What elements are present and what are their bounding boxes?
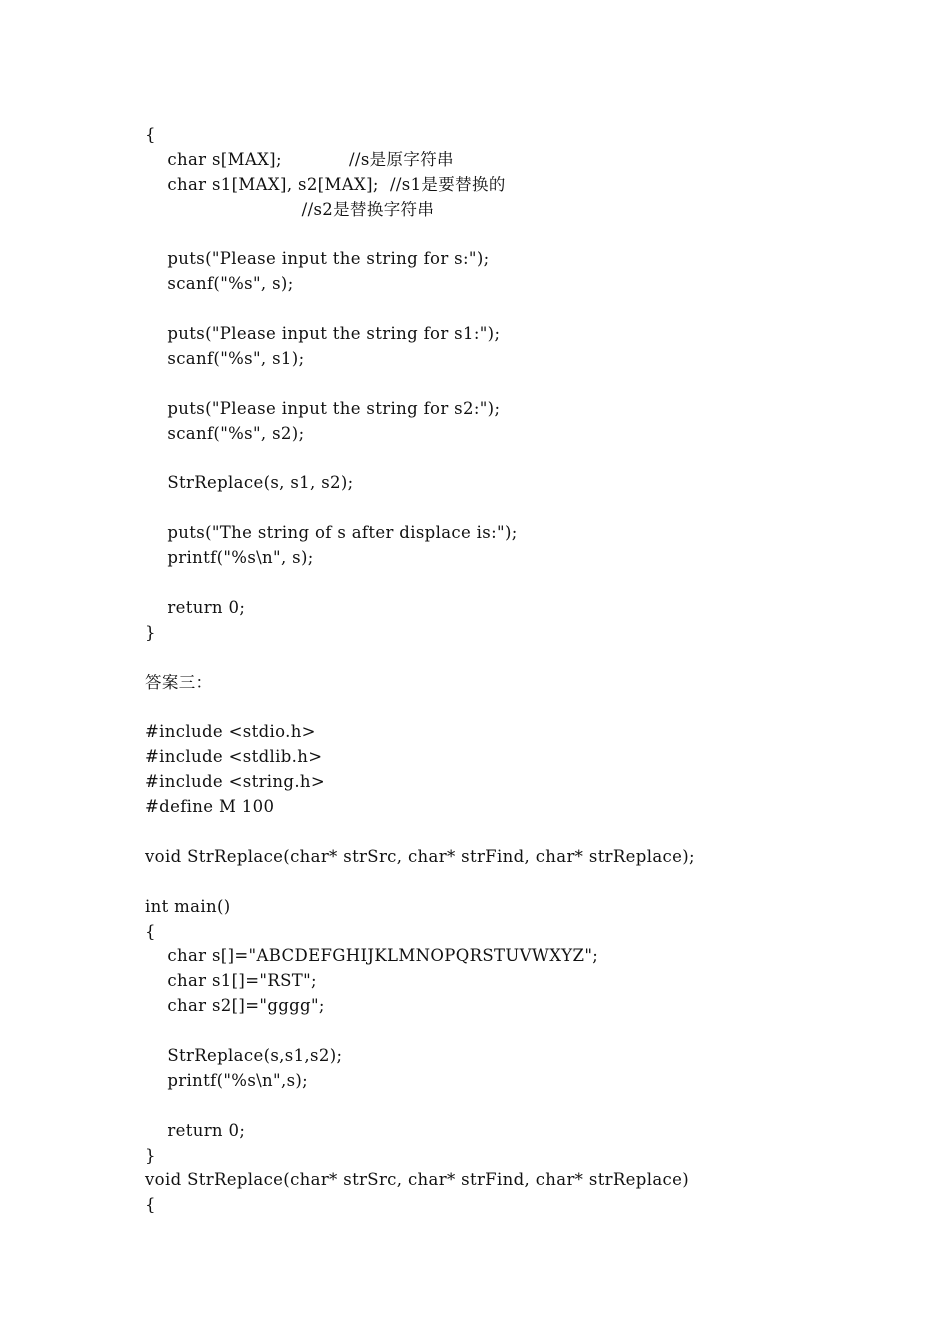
code-line: { [145,125,156,144]
code-line: char s1[]="RST"; [145,971,317,991]
blank-line [145,646,925,671]
code-line: char s[MAX]; //s是原字符串 [145,149,454,169]
code-line: { [145,921,156,941]
blank-line [145,820,925,845]
blank-line [145,447,925,472]
code-line: int main() [145,896,231,916]
blank-line [145,1094,925,1119]
code-line: #include <stdlib.h> [145,747,323,767]
code-line: char s1[MAX], s2[MAX]; //s1是要替换的 [145,174,506,194]
blank-line [145,223,925,248]
code-line: StrReplace(s, s1, s2); [145,473,354,493]
code-line: puts("The string of s after displace is:"); [145,523,518,543]
code-line: char s[]="ABCDEFGHIJKLMNOPQRSTUVWXYZ"; [145,946,599,966]
code-line: } [145,1145,156,1165]
code-line: { [145,1195,156,1215]
code-line: 答案三： [145,672,213,692]
code-line: puts("Please input the string for s2:"); [145,398,501,418]
code-line: return 0; [145,597,246,617]
code-line: #define M 100 [145,797,275,817]
code-line: #include <string.h> [145,772,326,792]
code-line: scanf("%s", s); [145,274,294,294]
blank-line [145,496,925,521]
code-line: } [145,622,156,642]
code-line: StrReplace(s,s1,s2); [145,1045,343,1065]
code-line: char s2[]="gggg"; [145,996,325,1016]
code-line: scanf("%s", s2); [145,423,305,443]
code-line: return 0; [145,1120,246,1140]
code-line: printf("%s\n", s); [145,548,314,568]
code-line: void StrReplace(char* strSrc, char* strFind, char* strReplace); [145,846,695,866]
code-line: void StrReplace(char* strSrc, char* strFind, char* strReplace) [145,1170,690,1190]
code-line: scanf("%s", s1); [145,349,305,369]
code-line: //s2是替换字符串 [145,199,435,219]
blank-line [145,695,925,720]
blank-line [145,1019,925,1044]
document-page [145,123,925,1218]
blank-line [145,297,925,322]
code-line: printf("%s\n",s); [145,1070,309,1090]
blank-line [145,571,925,596]
code-line: #include <stdio.h> [145,722,316,742]
blank-line [145,372,925,397]
code-line: puts("Please input the string for s1:"); [145,324,501,344]
blank-line [145,870,925,895]
code-line: puts("Please input the string for s:"); [145,249,490,269]
